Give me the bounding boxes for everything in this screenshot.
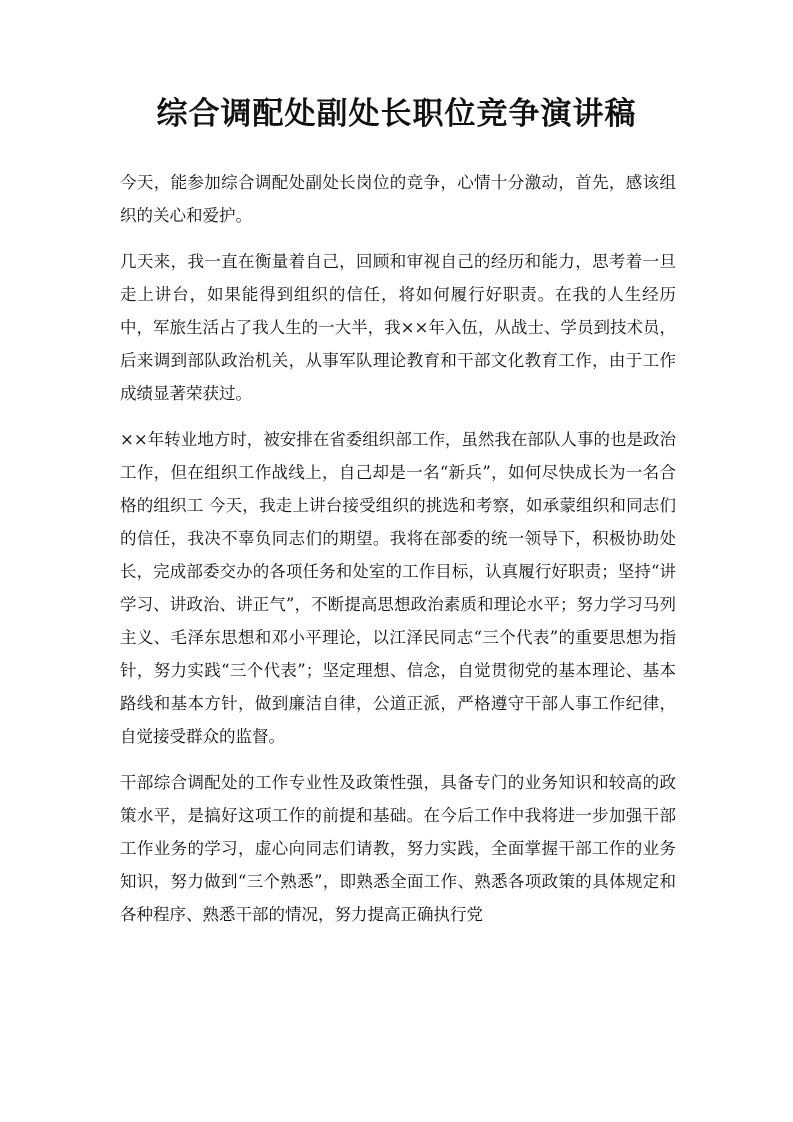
document-body: [120, 166, 676, 944]
paragraph-transfer: ××年转业地方时，被安排在省委组织部工作，虽然我在部队人事的也是政治工作，但在组织工作战线上，自己却是一名“新兵”，如何尽快成长为一名合格的组织工 今天，我走上讲台接受组织的挑选和考察，如承蒙组织和同志们的信任，我决不辜负同志们的期望。我将在部委的统一领导下，积极协助处长，完成部委交办的各项任务和处室的工作目标，认真履行好职责；坚持“讲学习、讲政治、讲正气”，不断提高思想政治素质和理论水平；努力学习马列主义、毛泽东思想和邓小平理论，以江泽民同志“三个代表”的重要思想为指针，努力实践“三个代表”；坚定理想、信念，自觉贯彻党的基本理论、基本路线和基本方针，做到廉洁自律，公道正派，严格遵守干部人事工作纪律，自觉接受群众的监督。: [120, 430, 676, 746]
paragraph-experience: 几天来，我一直在衡量着自己，回顾和审视自己的经历和能力，思考着一旦走上讲台，如果能得到组织的信任，将如何履行好职责。在我的人生经历中，军旅生活占了我人生的一大半，我××年入伍，从战士、学员到技术员，后来调到部队政治机关，从事军队理论教育和干部文化教育工作，由于工作成绩显著荣获过。: [120, 252, 676, 403]
paragraph-work-plan: 干部综合调配处的工作专业性及政策性强，具备专门的业务知识和较高的政策水平，是搞好这项工作的前提和基础。在今后工作中我将进一步加强干部工作业务的学习，虚心向同志们请教，努力实践，全面掌握干部工作的业务知识，努力做到“三个熟悉”，即熟悉全面工作、熟悉各项政策的具体规定和各种程序、熟悉干部的情况，努力提高正确执行党: [120, 773, 676, 924]
paragraph-opening: 今天，能参加综合调配处副处长岗位的竞争，心情十分激动，首先，感该组织的关心和爱护。: [120, 173, 676, 225]
document-title: 综合调配处副处长职位竞争演讲稿: [156, 96, 637, 132]
